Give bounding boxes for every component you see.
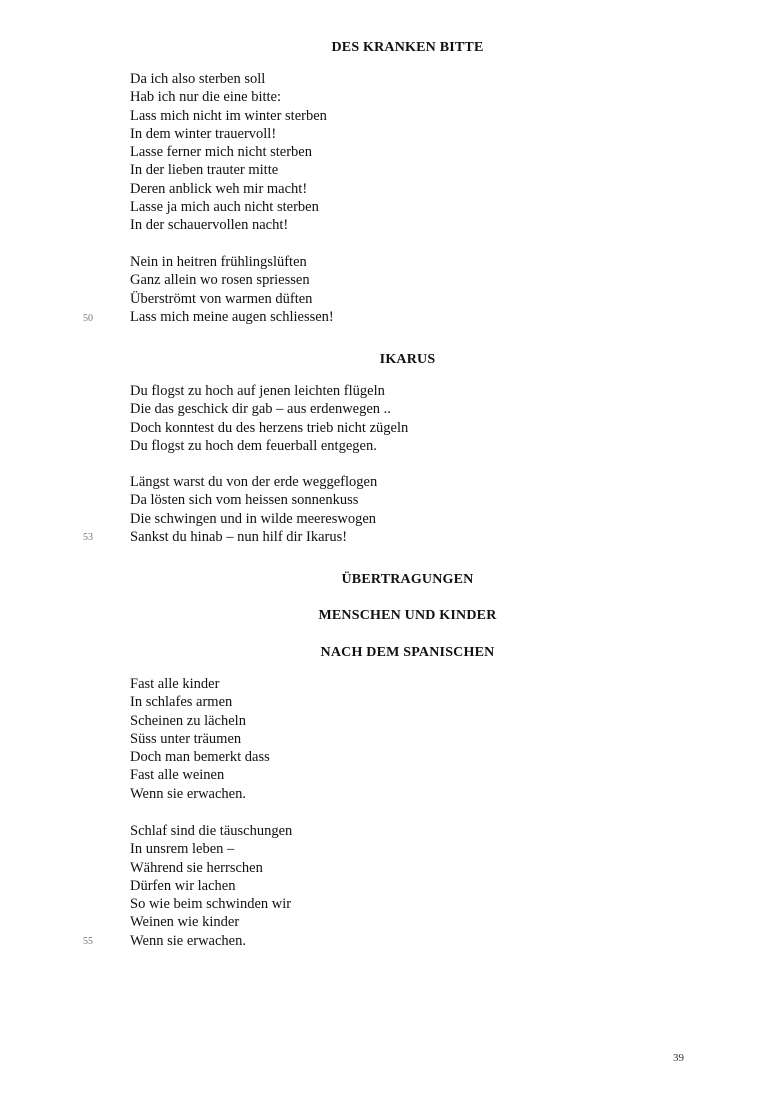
- poem-title: MENSCHEN UND KINDER: [318, 608, 497, 623]
- poem-line: Lass mich meine augen schliessen!: [130, 308, 334, 325]
- stanza: [130, 70, 327, 235]
- poem-line: In dem winter trauervoll!: [130, 125, 277, 142]
- poem-line: Wenn sie erwachen.: [130, 932, 246, 949]
- poem-line: Lass mich nicht im winter sterben: [130, 107, 327, 124]
- poem-line: Du flogst zu hoch auf jenen leichten flügeln: [130, 383, 385, 399]
- poem-line: Die schwingen und in wilde meereswogen: [130, 510, 377, 527]
- poem-line: In der lieben trauter mitte: [130, 162, 279, 179]
- stanza: [130, 675, 270, 803]
- poem-line: So wie beim schwinden wir: [130, 896, 292, 913]
- poem-line: Nein in heitren frühlingslüften: [130, 254, 307, 270]
- line-number: 55: [83, 936, 93, 947]
- stanza: [130, 382, 408, 455]
- poem-line: Da lösten sich vom heissen sonnenkuss: [130, 492, 359, 509]
- poem-line: Weinen wie kinder: [130, 914, 240, 931]
- poem-line: Du flogst zu hoch dem feuerball entgegen.: [130, 437, 377, 454]
- poem-line: Lasse ja mich auch nicht sterben: [130, 199, 319, 216]
- poem-line: Süss unter träumen: [130, 730, 242, 747]
- poem-line: Doch man bemerkt dass: [130, 749, 270, 766]
- poem-line: Lasse ferner mich nicht sterben: [130, 144, 312, 161]
- poem-line: Doch konntest du des herzens trieb nicht zügeln: [130, 419, 409, 436]
- poem-line: Während sie herrschen: [130, 859, 263, 876]
- poem-line: Sankst du hinab – nun hilf dir Ikarus!: [130, 528, 348, 545]
- poem-line: Da ich also sterben soll: [130, 71, 266, 87]
- poem-line: Wenn sie erwachen.: [130, 785, 246, 802]
- poem-line: Scheinen zu lächeln: [130, 712, 246, 729]
- stanza: [130, 253, 334, 326]
- poem-line: Fast alle weinen: [130, 767, 225, 784]
- poem-line: Überströmt von warmen düften: [130, 290, 313, 307]
- poem-line: Hab ich nur die eine bitte:: [130, 89, 281, 106]
- line-number: 50: [83, 313, 93, 324]
- stanza: [130, 822, 292, 950]
- poem-line: Fast alle kinder: [130, 676, 220, 692]
- poem-line: In der schauervollen nacht!: [130, 217, 289, 234]
- poem-title: DES KRANKEN BITTE: [331, 40, 484, 55]
- poem-line: Ganz allein wo rosen spriessen: [130, 272, 310, 289]
- section-title: ÜBERTRAGUNGEN: [341, 572, 474, 587]
- poem-line: In unsrem leben –: [130, 841, 235, 858]
- poem-line: Schlaf sind die täuschungen: [130, 823, 293, 839]
- poem-title: IKARUS: [379, 352, 436, 367]
- poem-line: Deren anblick weh mir macht!: [130, 180, 308, 197]
- page-number: 39: [673, 1052, 684, 1064]
- poem-line: Längst warst du von der erde weggeflogen: [130, 474, 378, 490]
- poem-line: In schlafes armen: [130, 694, 233, 711]
- poem-line: Dürfen wir lachen: [130, 877, 236, 894]
- stanza: [130, 473, 377, 546]
- line-number: 53: [83, 532, 93, 543]
- poem-line: Die das geschick dir gab – aus erdenwegen ..: [130, 401, 391, 418]
- poem-subtitle: NACH DEM SPANISCHEN: [320, 645, 495, 660]
